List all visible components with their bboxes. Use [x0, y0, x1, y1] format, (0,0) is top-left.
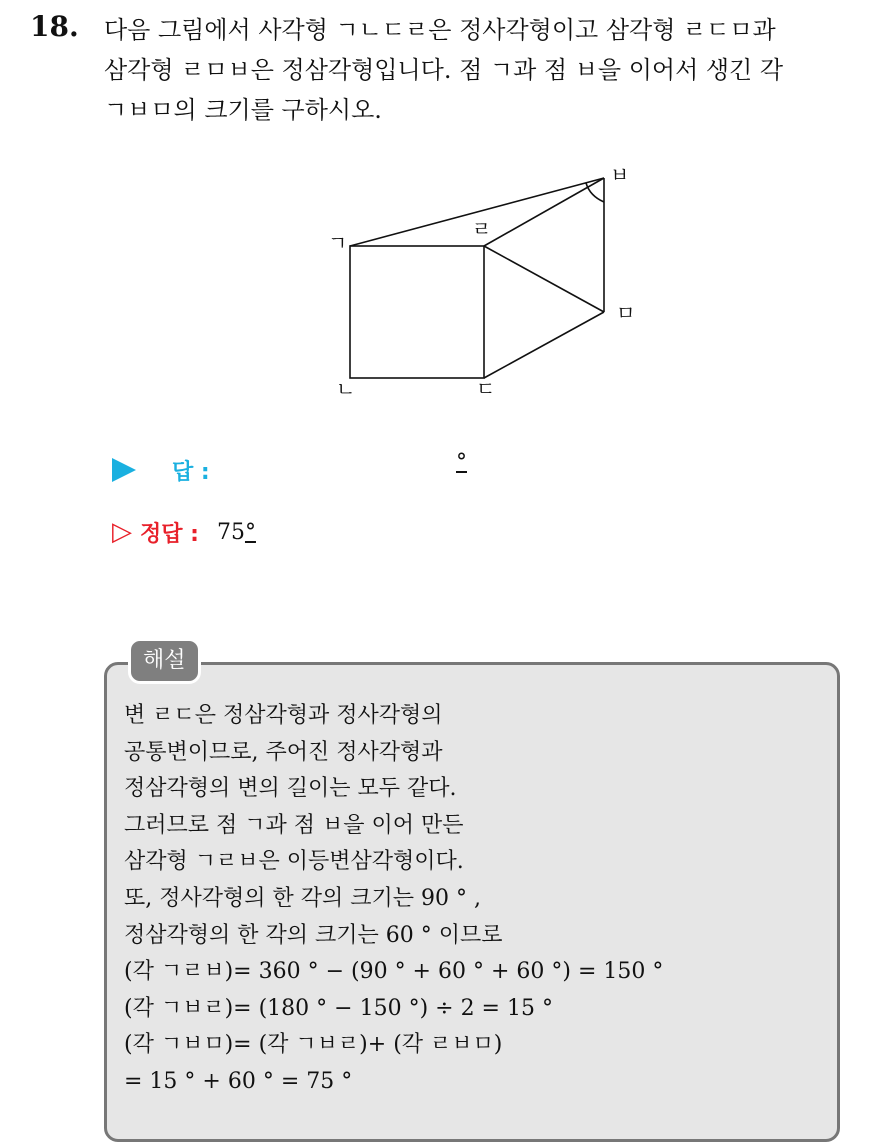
answer-unit: °: [456, 450, 467, 475]
question-text: [104, 10, 864, 130]
question-line: 삼각형 ㄹㅁㅂ은 정삼각형입니다. 점 ㄱ과 점 ㅂ을 이어서 생긴 각: [104, 56, 784, 84]
play-triangle-icon: [112, 458, 136, 482]
label-m: ㅁ: [616, 301, 636, 325]
correct-unit: °: [244, 519, 256, 545]
segment-r-m: [484, 246, 604, 312]
explanation-line: 또, 정사각형의 한 각의 크기는 90 ° ,: [124, 885, 481, 911]
explanation-line: (각 ㄱㄹㅂ)= 360 ° − (90 ° + 60 ° + 60 °) = 150 °: [124, 959, 664, 985]
square-abcd: [350, 246, 484, 378]
outline-triangle-icon: ▷: [112, 517, 132, 547]
label-g: ㄱ: [328, 231, 348, 255]
explanation-line: (각 ㄱㅂㄹ)= (180 ° − 150 °) ÷ 2 = 15 °: [124, 995, 553, 1021]
question-line: 다음 그림에서 사각형 ㄱㄴㄷㄹ은 정사각형이고 삼각형 ㄹㄷㅁ과: [104, 16, 776, 44]
explanation-line: 변 ㄹㄷ은 정삼각형과 정사각형의: [124, 703, 443, 728]
correct-number: 75: [216, 519, 245, 545]
label-b: ㅂ: [610, 163, 630, 187]
explanation-line: = 15 ° + 60 ° = 75 °: [124, 1068, 353, 1094]
question-number: 18.: [30, 10, 79, 43]
explanation-line: 공통변이므로, 주어진 정사각형과: [124, 739, 443, 765]
answer-label: 답 :: [172, 459, 210, 485]
label-n: ㄴ: [336, 377, 356, 400]
segment-d-m: [484, 312, 604, 378]
explanation-text: [124, 698, 663, 1101]
explanation-tag: 해설: [128, 638, 201, 684]
segment-r-b: [484, 178, 604, 246]
question-line: ㄱㅂㅁ의 크기를 구하시오.: [104, 96, 382, 124]
correct-value: [217, 520, 256, 545]
label-d: ㄷ: [476, 377, 496, 400]
explanation-line: 삼각형 ㄱㄹㅂ은 이등변삼각형이다.: [124, 849, 464, 875]
geometry-svg: [320, 160, 650, 400]
answer-row: [112, 452, 210, 488]
explanation-line: 정삼각형의 한 각의 크기는 60 ° 이므로: [124, 922, 503, 948]
correct-row: [112, 514, 256, 550]
label-r: ㄹ: [472, 217, 492, 241]
explanation-line: 정삼각형의 변의 길이는 모두 같다.: [124, 776, 457, 802]
geometry-figure: [320, 160, 650, 400]
correct-label: 정답 :: [140, 521, 199, 547]
explanation-line: (각 ㄱㅂㅁ)= (각 ㄱㅂㄹ)+ (각 ㄹㅂㅁ): [124, 1032, 503, 1058]
explanation-line: 그러므로 점 ㄱ과 점 ㅂ을 이어 만든: [124, 812, 464, 838]
